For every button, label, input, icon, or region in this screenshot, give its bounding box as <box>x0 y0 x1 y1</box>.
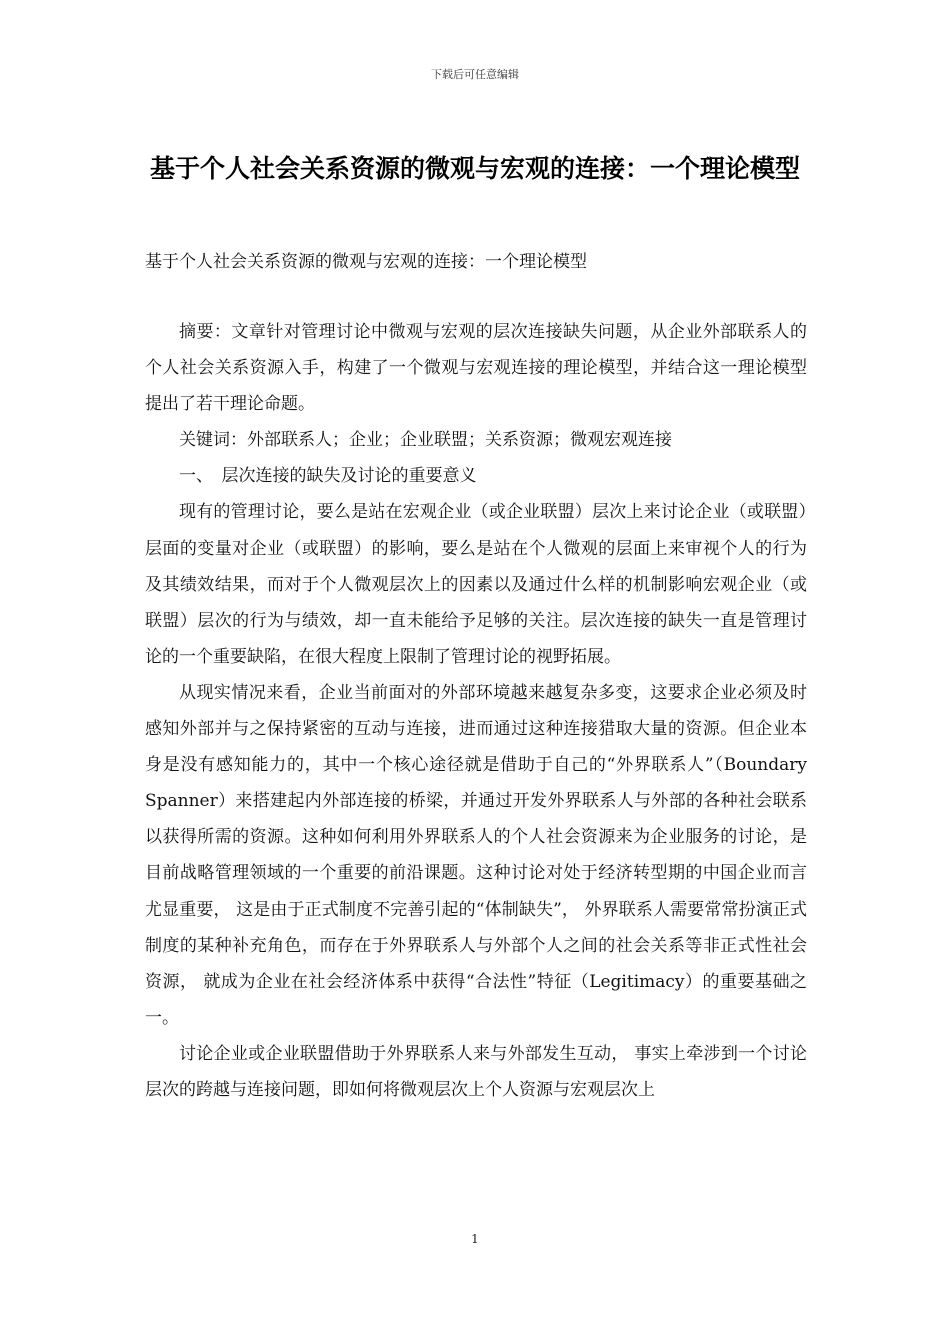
body-paragraph: 现有的管理讨论，要么是站在宏观企业（或企业联盟）层次上来讨论企业（或联盟）层面的变量对企业（或联盟）的影响，要么是站在个人微观的层面上来审视个人的行为及其绩效结果，而对于个人微观层次上的因素以及通过什么样的机制影响宏观企业（或联盟）层次的行为与绩效，却一直未能给予足够的关注。层次连接的缺失一直是管理讨论的一个重要缺陷，在很大程度上限制了管理讨论的视野拓展。 <box>145 502 807 667</box>
keywords-line: 关键词：外部联系人；企业；企业联盟；关系资源；微观宏观连接 <box>179 430 672 451</box>
document-title: 基于个人社会关系资源的微观与宏观的连接：一个理论模型 <box>149 154 800 183</box>
body-paragraph: 从现实情况来看，企业当前面对的外部环境越来越复杂多变，这要求企业必须及时感知外部并与之保持紧密的互动与连接，进而通过这种连接猎取大量的资源。但企业本身是没有感知能力的，其中一个核心途径就是借助于自己的“外界联系人”（Boundary Spanner）来搭建起内外部连接的桥梁，并通过开发外界联系人与外部的各种社会联系以获得所需的资源。这种如何利用外界联系人的个人社会资源来为企业服务的讨论，是目前战略管理领域的一个重要的前沿课题。这种讨论对处于经济转型期的中国企业而言尤显重要， 这是由于正式制度不完善引起的“体制缺失”， 外界联系人需要常常扮演正式制度的某种补充角色，而存在于外界联系人与外部个人之间的社会关系等非正式性社会资源， 就成为企业在社会经济体系中获得“合法性”特征（Legitimacy）的重要基础之一。 <box>145 682 807 1028</box>
document-body <box>145 314 807 1108</box>
section-heading: 一、 层次连接的缺失及讨论的重要意义 <box>179 466 477 487</box>
document-subtitle: 基于个人社会关系资源的微观与宏观的连接：一个理论模型 <box>145 252 587 272</box>
abstract-paragraph: 摘要：文章针对管理讨论中微观与宏观的层次连接缺失问题，从企业外部联系人的个人社会关系资源入手，构建了一个微观与宏观连接的理论模型，并结合这一理论模型提出了若干理论命题。 <box>145 322 807 415</box>
body-paragraph: 讨论企业或企业联盟借助于外界联系人来与外部发生互动， 事实上牵涉到一个讨论层次的跨越与连接问题，即如何将微观层次上个人资源与宏观层次上 <box>145 1043 807 1100</box>
page-number: 1 <box>471 1232 479 1246</box>
page-header-note: 下载后可任意编辑 <box>431 68 519 81</box>
